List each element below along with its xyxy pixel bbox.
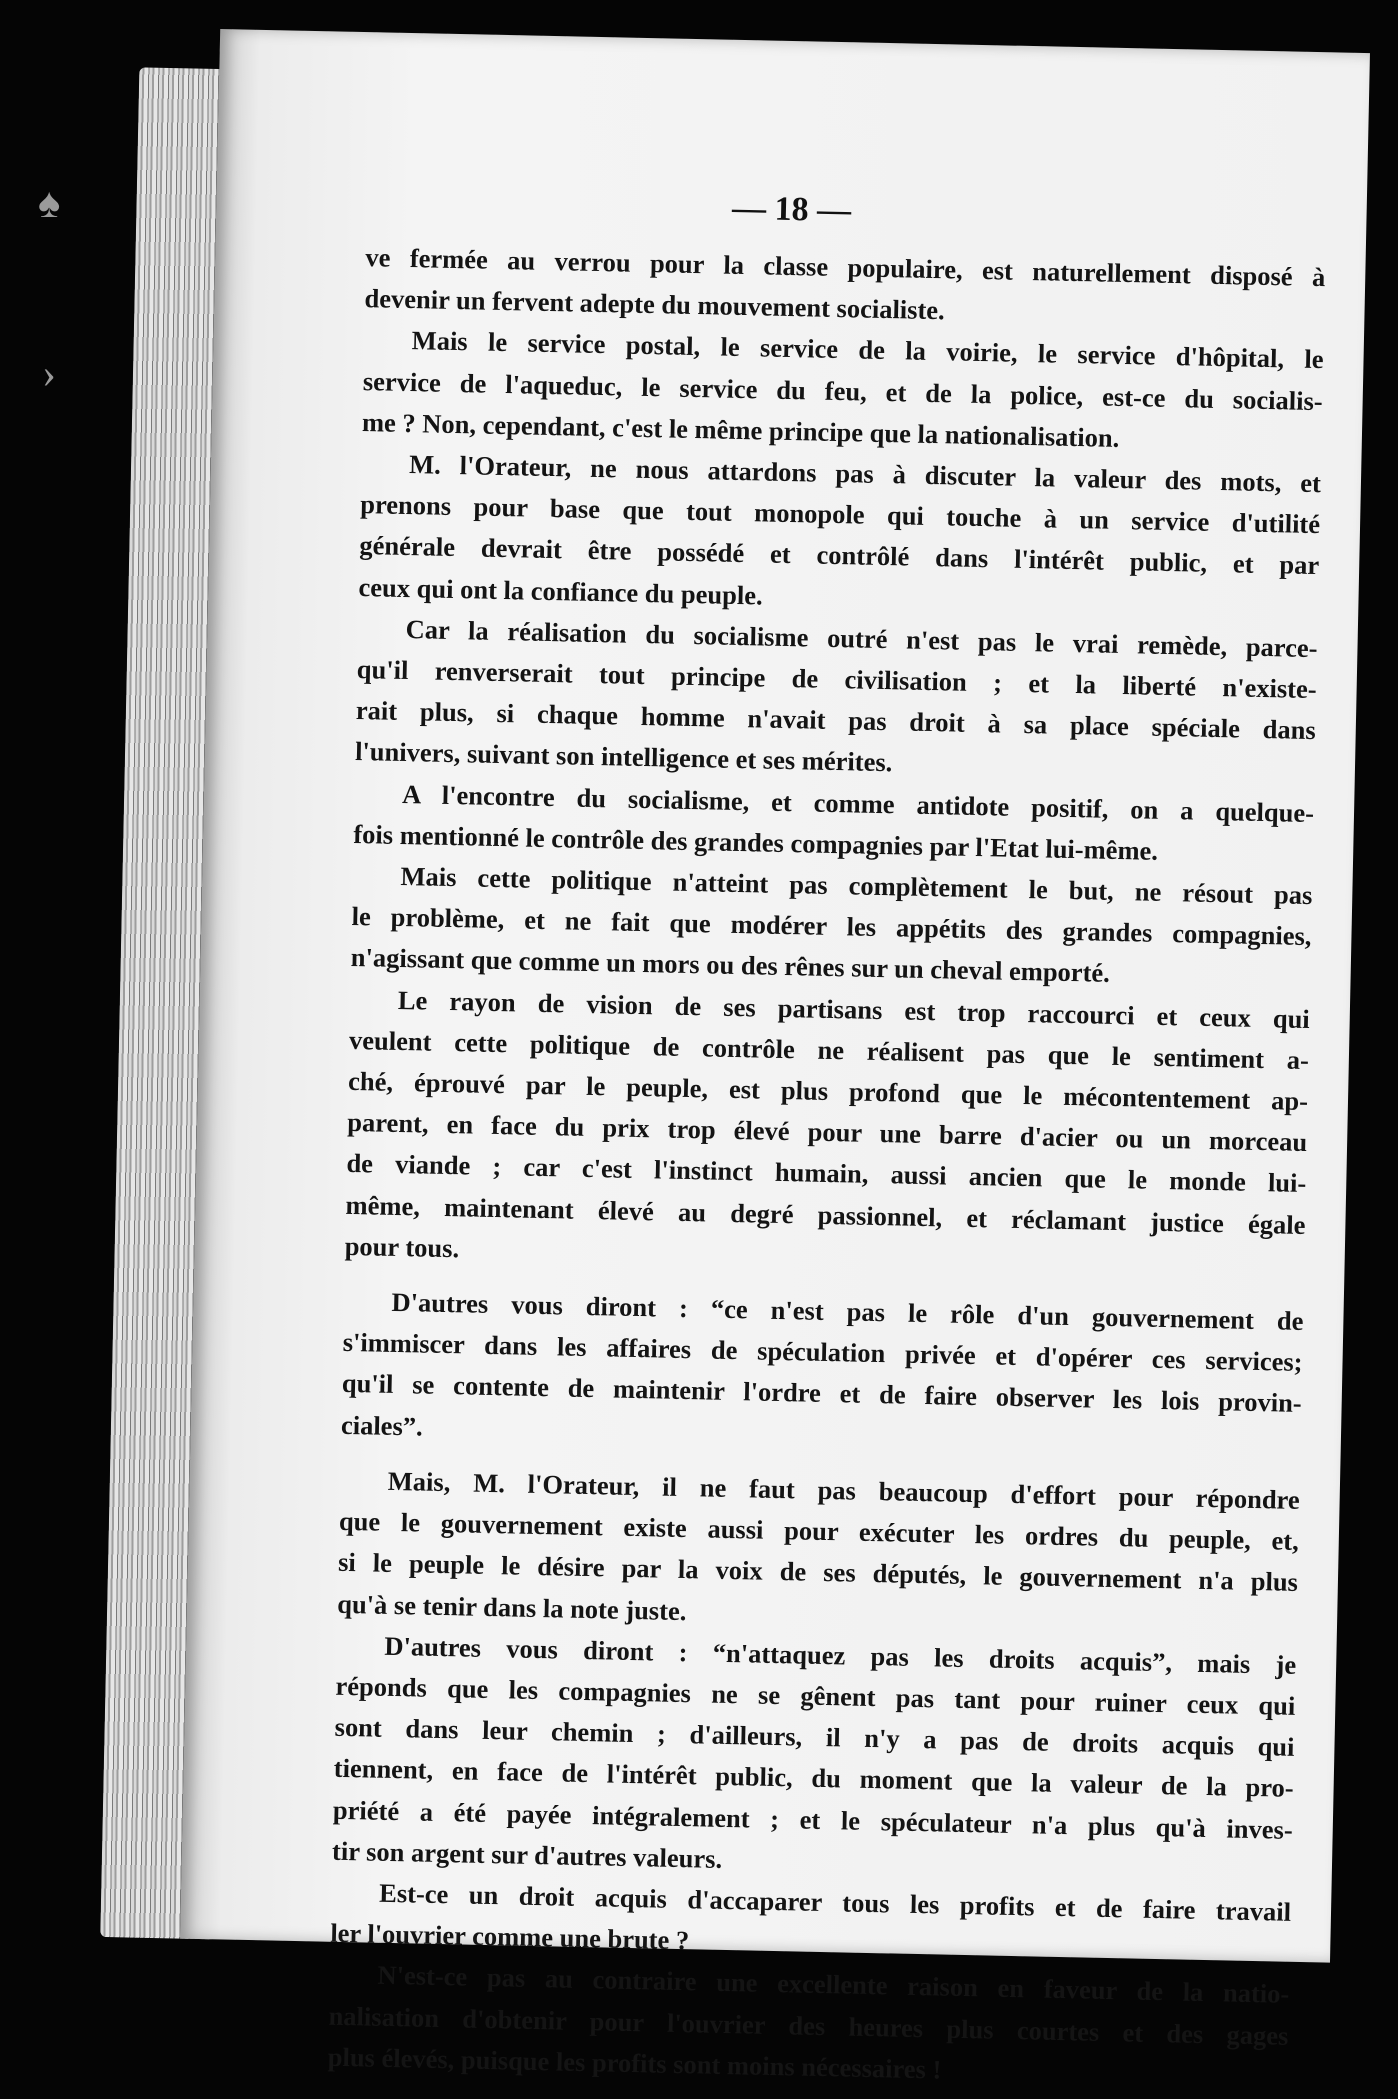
text-line: même, maintenant élevé au degré passionnel, et réclamant justice égale	[345, 1189, 1306, 1240]
text-line: M. l'Orateur, ne nous attardons pas à discuter la valeur des mots, et	[408, 449, 1322, 499]
text-line: tir son argent sur d'autres valeurs.	[331, 1835, 723, 1874]
page-number: — 18 —	[731, 189, 852, 230]
text-line: Car la réalisation du socialisme outré n'est pas le vrai remède, parce-	[405, 613, 1318, 663]
text-line: de viande ; car c'est l'instinct humain, aussi ancien que le monde lui-	[346, 1148, 1307, 1199]
text-line: Mais cette politique n'atteint pas complètement le but, ne résout pas	[400, 861, 1313, 911]
text-line: générale devrait être possédé et contrôlé dans l'intérêt public, et par	[359, 530, 1320, 581]
text-line: s'immiscer dans les affaires de spéculation privée et d'opérer ces services;	[342, 1327, 1303, 1378]
text-line: service de l'aqueduc, le service du feu, et de la police, est-ce du socialis-	[362, 365, 1323, 416]
book-spread	[100, 27, 1370, 2085]
text-line: sont dans leur chemin ; d'ailleurs, il n'y a pas de droits acquis qui	[334, 1711, 1295, 1762]
text-line: fois mentionné le contrôle des grandes compagnies par l'Etat lui-même.	[353, 818, 1159, 866]
text-line: tiennent, en face de l'intérêt public, du moment que la valeur de la pro-	[333, 1753, 1294, 1804]
text-line: rait plus, si chaque homme n'avait pas droit à sa place spéciale dans	[355, 695, 1317, 746]
text-line: pour tous.	[344, 1230, 460, 1264]
text-line: qu'il se contente de maintenir l'ordre et de faire observer les lois provin-	[341, 1368, 1302, 1419]
text-line: ceux qui ont la confiance du peuple.	[358, 571, 763, 611]
text-line: parent, en face du prix trop élevé pour une barre d'acier ou un morceau	[347, 1107, 1308, 1158]
text-line: qu'à se tenir dans la note juste.	[336, 1588, 687, 1626]
text-line: qu'il renverserait tout principe de civilisation ; et la liberté n'existe-	[356, 654, 1317, 705]
text-line: le problème, et ne fait que modérer les appétits des grandes compagnies,	[351, 901, 1312, 952]
text-line: N'est-ce pas au contraire une excellente raison en faveur de la natio-	[377, 1960, 1290, 2010]
margin-mark-middle: ›	[42, 351, 56, 397]
text-line: Le rayon de vision de ses partisans est trop raccourci et ceux qui	[397, 984, 1311, 1034]
text-line: ve fermée au verrou pour la classe populaire, est naturellement disposé à	[365, 242, 1326, 293]
text-line: me ? Non, cependant, c'est le même principe que la nationalisation.	[361, 406, 1120, 453]
text-line: D'autres vous diront : “ce n'est pas le rôle d'un gouvernement de	[391, 1286, 1304, 1337]
text-line: prenons pour base que tout monopole qui touche à un service d'utilité	[359, 489, 1321, 540]
text-line: si le peuple le désire par la voix de ses députés, le gouvernement n'a plus	[337, 1547, 1299, 1598]
text-line: nalisation d'obtenir pour l'ouvrier des heures plus courtes et des gages	[328, 2000, 1289, 2051]
book-page	[180, 29, 1370, 2085]
text-line: plus élevés, puisque les profits sont moins nécessaires !	[327, 2041, 942, 2085]
text-line: D'autres vous diront : “n'attaquez pas les droits acquis”, mais je	[384, 1630, 1297, 1680]
margin-mark-top: ♠	[38, 181, 61, 227]
text-line: devenir un fervent adepte du mouvement socialiste.	[364, 283, 946, 326]
text-line: ler l'ouvrier comme une brute ?	[330, 1917, 690, 1956]
text-line: Mais, M. l'Orateur, il ne faut pas beaucoup d'effort pour répondre	[387, 1465, 1300, 1515]
text-line: Est-ce un droit acquis d'accaparer tous les profits et de faire travail	[378, 1877, 1292, 1927]
text-line: ché, éprouvé par le peuple, est plus profond que le mécontentement ap-	[347, 1065, 1309, 1117]
text-line: A l'encontre du socialisme, et comme antidote positif, on a quelque-	[401, 778, 1315, 828]
text-line: l'univers, suivant son intelligence et ses mérites.	[354, 736, 893, 778]
text-line: n'agissant que comme un mors ou des rênes sur un cheval emporté.	[350, 942, 1111, 989]
text-line: que le gouvernement existe aussi pour exécuter les ordres du peuple, et,	[338, 1505, 1300, 1557]
body-text	[327, 237, 1325, 2098]
text-line: réponds que les compagnies ne se gênent pas tant pour ruiner ceux qui	[335, 1670, 1296, 1721]
text-line: veulent cette politique de contrôle ne réalisent pas que le sentiment a-	[348, 1024, 1310, 1075]
text-line: Mais le service postal, le service de la voirie, le service d'hôpital, le	[411, 325, 1324, 375]
text-line: priété a été payée intégralement ; et le spéculateur n'a plus qu'à inves-	[332, 1794, 1294, 1845]
text-line: ciales”.	[340, 1409, 424, 1442]
